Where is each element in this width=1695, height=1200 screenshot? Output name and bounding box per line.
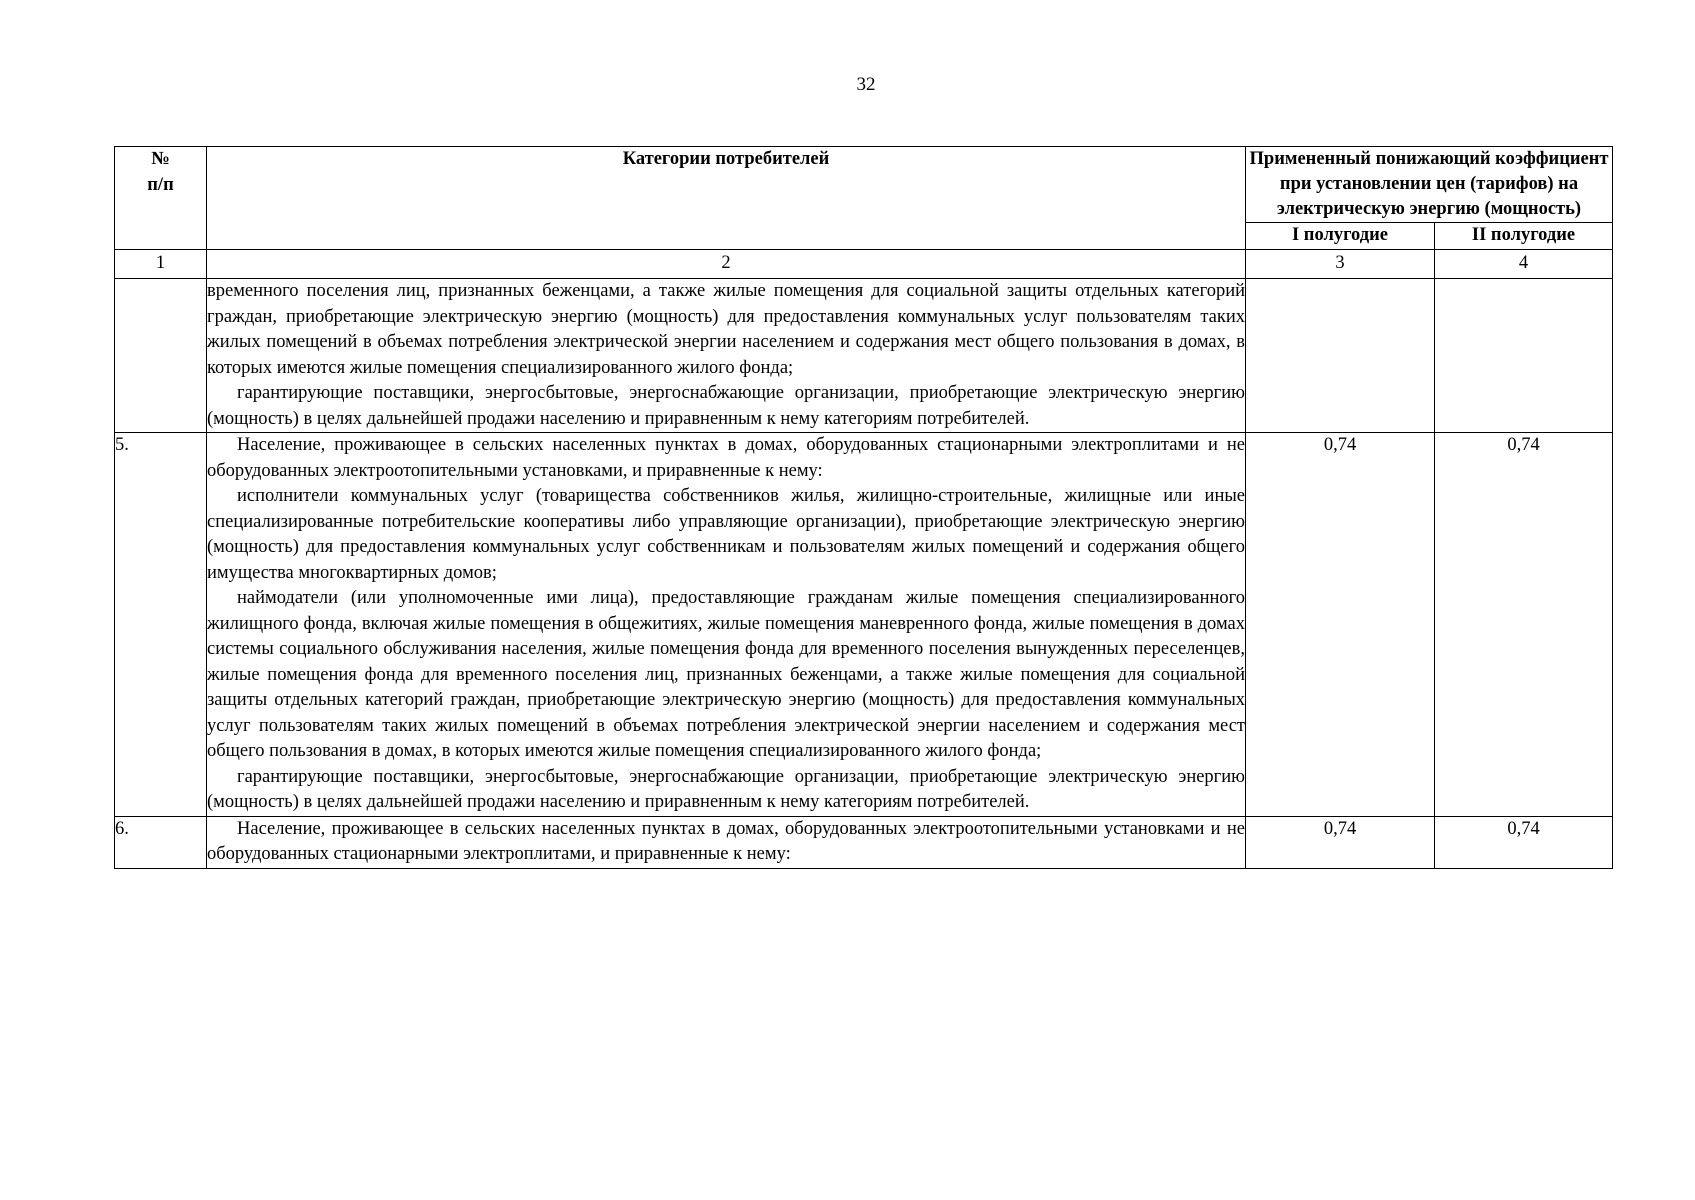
category-paragraph: гарантирующие поставщики, энергосбытовые, энергоснабжающие организации, приобретающие электрическую энергию (мощность) в целях дальнейшей продажи населению и приравненным к нему категориям потребителей. bbox=[207, 383, 1245, 429]
table-row bbox=[115, 433, 1613, 817]
category-paragraph: Население, проживающее в сельских населенных пунктах в домах, оборудованных электроотопительными установками и не оборудованных стационарными электроплитами, и приравненные к нему: bbox=[207, 818, 1245, 864]
coefficient-half1: 0,74 bbox=[1246, 433, 1435, 817]
coefficient-half2: 0,74 bbox=[1435, 816, 1613, 868]
header-number bbox=[115, 147, 207, 250]
header-half2: II полугодие bbox=[1435, 223, 1613, 250]
column-number: 3 bbox=[1246, 250, 1435, 279]
coefficient-half1: 0,74 bbox=[1246, 816, 1435, 868]
column-number: 4 bbox=[1435, 250, 1613, 279]
category-cell bbox=[207, 816, 1246, 868]
row-number bbox=[115, 279, 207, 433]
coefficient-half2: 0,74 bbox=[1435, 433, 1613, 817]
row-number: 6. bbox=[115, 816, 207, 868]
coefficient-half2 bbox=[1435, 279, 1613, 433]
column-number-row bbox=[115, 250, 1613, 279]
category-paragraph: гарантирующие поставщики, энергосбытовые, энергоснабжающие организации, приобретающие электрическую энергию (мощность) в целях дальнейшей продажи населению и приравненным к нему категориям потребителей. bbox=[207, 766, 1245, 812]
category-cell bbox=[207, 433, 1246, 817]
column-number: 2 bbox=[207, 250, 1246, 279]
header-half1: I полугодие bbox=[1246, 223, 1435, 250]
category-cell bbox=[207, 279, 1246, 433]
header-category: Категории потребителей bbox=[207, 147, 1246, 250]
row-number: 5. bbox=[115, 433, 207, 817]
table-row bbox=[115, 279, 1613, 433]
page-number: 32 bbox=[856, 74, 876, 95]
category-paragraph: наймодатели (или уполномоченные ими лица), предоставляющие гражданам жилые помещения специализированного жилищного фонда, включая жилые помещения в общежитиях, жилые помещения маневренного фонда, жилые помещения в домах системы социального обслуживания населения, жилые помещения фонда для временного поселения вынужденных переселенцев, жилые помещения фонда для временного поселения лиц, признанных беженцами, а также жилые помещения для социальной защиты отдельных категорий граждан, приобретающие электрическую энергию (мощность) для предоставления коммунальных услуг пользователям таких жилых помещений в объемах потребления электрической энергии населением и содержания мест общего пользования в домах, в которых имеются жилые помещения специализированного жилого фонда; bbox=[207, 588, 1245, 761]
category-paragraph: временного поселения лиц, признанных беженцами, а также жилые помещения для социальной защиты отдельных категорий граждан, приобретающие электрическую энергию (мощность) для предоставления коммунальных услуг пользователям таких жилых помещений в объемах потребления электрической энергии населением и содержания мест общего пользования в домах, в которых имеются жилые помещения специализированного жилого фонда; bbox=[207, 281, 1245, 378]
header-number-text: № п/п bbox=[147, 149, 174, 195]
tariff-coefficient-table bbox=[114, 146, 1613, 869]
header-coefficient: Примененный понижающий коэффициент при установлении цен (тарифов) на электрическую энергию (мощность) bbox=[1246, 147, 1613, 223]
category-paragraph: Население, проживающее в сельских населенных пунктах в домах, оборудованных стационарными электроплитами и не оборудованных электроотопительными установками, и приравненные к нему: bbox=[207, 435, 1245, 481]
category-paragraph: исполнители коммунальных услуг (товарищества собственников жилья, жилищно-строительные, жилищные или иные специализированные потребительские кооперативы либо управляющие организации), приобретающие электрическую энергию (мощность) для предоставления коммунальных услуг собственникам и пользователям жилых помещений и содержания общего имущества многоквартирных домов; bbox=[207, 486, 1245, 583]
table-row bbox=[115, 816, 1613, 868]
column-number: 1 bbox=[115, 250, 207, 279]
coefficient-half1 bbox=[1246, 279, 1435, 433]
